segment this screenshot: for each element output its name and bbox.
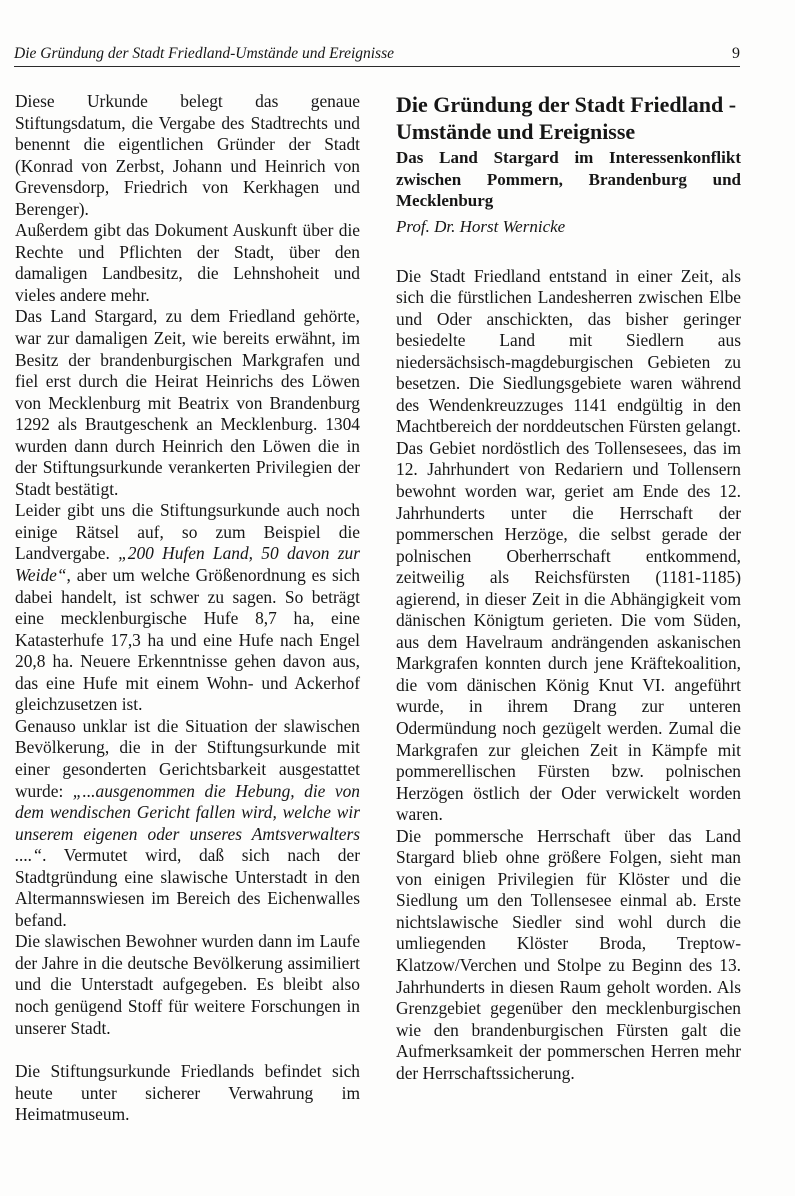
right-paragraph-2: Die pommersche Herrschaft über das Land Stargard blieb ohne größere Folgen, sieht man von einigen Privilegien für Klöster und die Siedlung um den Tollensesee einmal ab. Erste nichtslawische Siedler sind wohl durch die umliegenden Klöster Broda, Treptow-Klatzow/Verchen und Stolpe zu Beginn des 13. Jahrhunderts in diesen Raum geholt worden. Als Grenzgebiet gegenüber den mecklenburgischen wie den brandenburgischen Fürsten galt die Aufmerksamkeit der pommerschen Herren mehr der Herrschaftssicherung. — [396, 825, 741, 1083]
paragraph-text: . Vermutet wird, daß sich nach der Stadtgründung eine slawische Unterstadt in den Altermannswiesen im Bereich des Eichenwalles befand. — [15, 845, 360, 930]
paragraph-gap — [15, 1039, 360, 1061]
right-paragraph-1: Die Stadt Friedland entstand in einer Zeit, als sich die fürstlichen Landesherren zwischen Elbe und Oder anschickten, das bisher geringer besiedelte Land mit Siedlern aus niedersächsisch-magdeburgischen Gebieten zu besetzen. Die Siedlungsgebiete waren während des Wendenkreuzzuges 1141 endgültig in den Machtbereich der norddeutschen Fürsten gelangt. Das Gebiet nordöstlich des Tollensesees, das im 12. Jahrhundert von Redariern und Tollensern bewohnt worden war, geriet am Ende des 12. Jahrhunderts unter die Herrschaft der pommerschen Herzöge, die selbst gerade der polnischen Oberherrschaft entkommend, zeitweilig als Reichsfürsten (1181-1185) agierend, in dieser Zeit in die Abhängigkeit vom dänischen Königtum gerieten. Die vom Süden, aus dem Havelraum andrängenden askanischen Markgrafen konnten durch jene Kräftekoalition, die vom dänischen König Knut VI. angeführt wurde, in ihrem Drang zur unteren Odermündung noch gezügelt werden. Zumal die Markgrafen zur gleichen Zeit in Kämpfe mit pommerellischen Fürsten bzw. polnischen Herzögen östlich der Oder verwickelt worden waren. — [396, 265, 741, 825]
quote-hebung: „...ausgenommen die Hebung, die von dem wendischen Gericht fallen wird, welche wir unserem eigenen oder unseres Amtsverwalters ....“ — [15, 780, 361, 866]
left-paragraph-4 — [15, 500, 360, 715]
article-author: Prof. Dr. Horst Wernicke — [396, 216, 566, 236]
left-paragraph-6: Die slawischen Bewohner wurden dann im Laufe der Jahre in die deutsche Bevölkerung assimiliert und die Unterstadt aufgegeben. Es bleibt also noch genügend Stoff für weitere Forschungen in unserer Stadt. — [15, 931, 360, 1038]
article-subtitle: Das Land Stargard im Interessenkonflikt zwischen Pommern, Brandenburg und Mecklenburg — [396, 148, 741, 210]
quote-hufen: „200 Hufen Land, 50 davon zur Weide“ — [15, 543, 360, 586]
running-header — [14, 44, 740, 67]
left-paragraph-7: Die Stiftungsurkunde Friedlands befindet sich heute unter sicherer Verwahrung im Heimatmuseum. — [15, 1061, 360, 1125]
article-title: Die Gründung der Stadt Friedland - Umstände und Ereignisse — [396, 92, 737, 144]
paragraph-text: Leider gibt uns die Stiftungsurkunde auch noch einige Rätsel auf, so zum Beispiel die Landvergabe. — [15, 500, 360, 564]
left-paragraph-5 — [15, 716, 360, 931]
paragraph-text: Genauso unklar ist die Situation der slawischen Bevölkerung, die in der Stiftungsurkunde mit einer gesonderten Gerichtsbarkeit ausgestattet wurde: — [15, 715, 360, 801]
running-title: Die Gründung der Stadt Friedland-Umstände und Ereignisse — [14, 45, 394, 62]
left-paragraph-1: Diese Urkunde belegt das genaue Stiftungsdatum, die Vergabe des Stadtrechts und benennt die eigentlichen Gründer der Stadt (Konrad von Zerbst, Johann und Heinrich von Grevensdorp, Friedrich von Kerkhagen und Berenger). — [15, 91, 360, 219]
left-paragraph-2: Außerdem gibt das Dokument Auskunft über die Rechte und Pflichten der Stadt, über den damaligen Landbesitz, die Lehnshoheit und vieles andere mehr. — [15, 220, 360, 305]
left-paragraph-3: Das Land Stargard, zu dem Friedland gehörte, war zur damaligen Zeit, wie bereits erwähnt, im Besitz der brandenburgischen Markgrafen und fiel erst durch die Heirat Heinrichs des Löwen von Mecklenburg mit Beatrix von Brandenburg 1292 als Brautgeschenk an Mecklenburg. 1304 wurden dann durch Heinrich den Löwen die in der Stiftungsurkunde verankerten Privilegien der Stadt bestätigt. — [15, 306, 360, 499]
page-number: 9 — [732, 45, 740, 62]
left-column — [15, 91, 360, 1126]
paragraph-text: , aber um welche Größenordnung es sich dabei handelt, ist schwer zu sagen. So beträgt eine mecklenburgische Hufe 8,7 ha, eine Katasterhufe 17,3 ha und eine Hufe nach Engel 20,8 ha. Neuere Erkenntnisse gehen davon aus, das eine Hufe mit einem Wohn- und Ackerhof gleichzusetzen ist. — [15, 565, 360, 715]
right-column — [396, 91, 741, 1084]
